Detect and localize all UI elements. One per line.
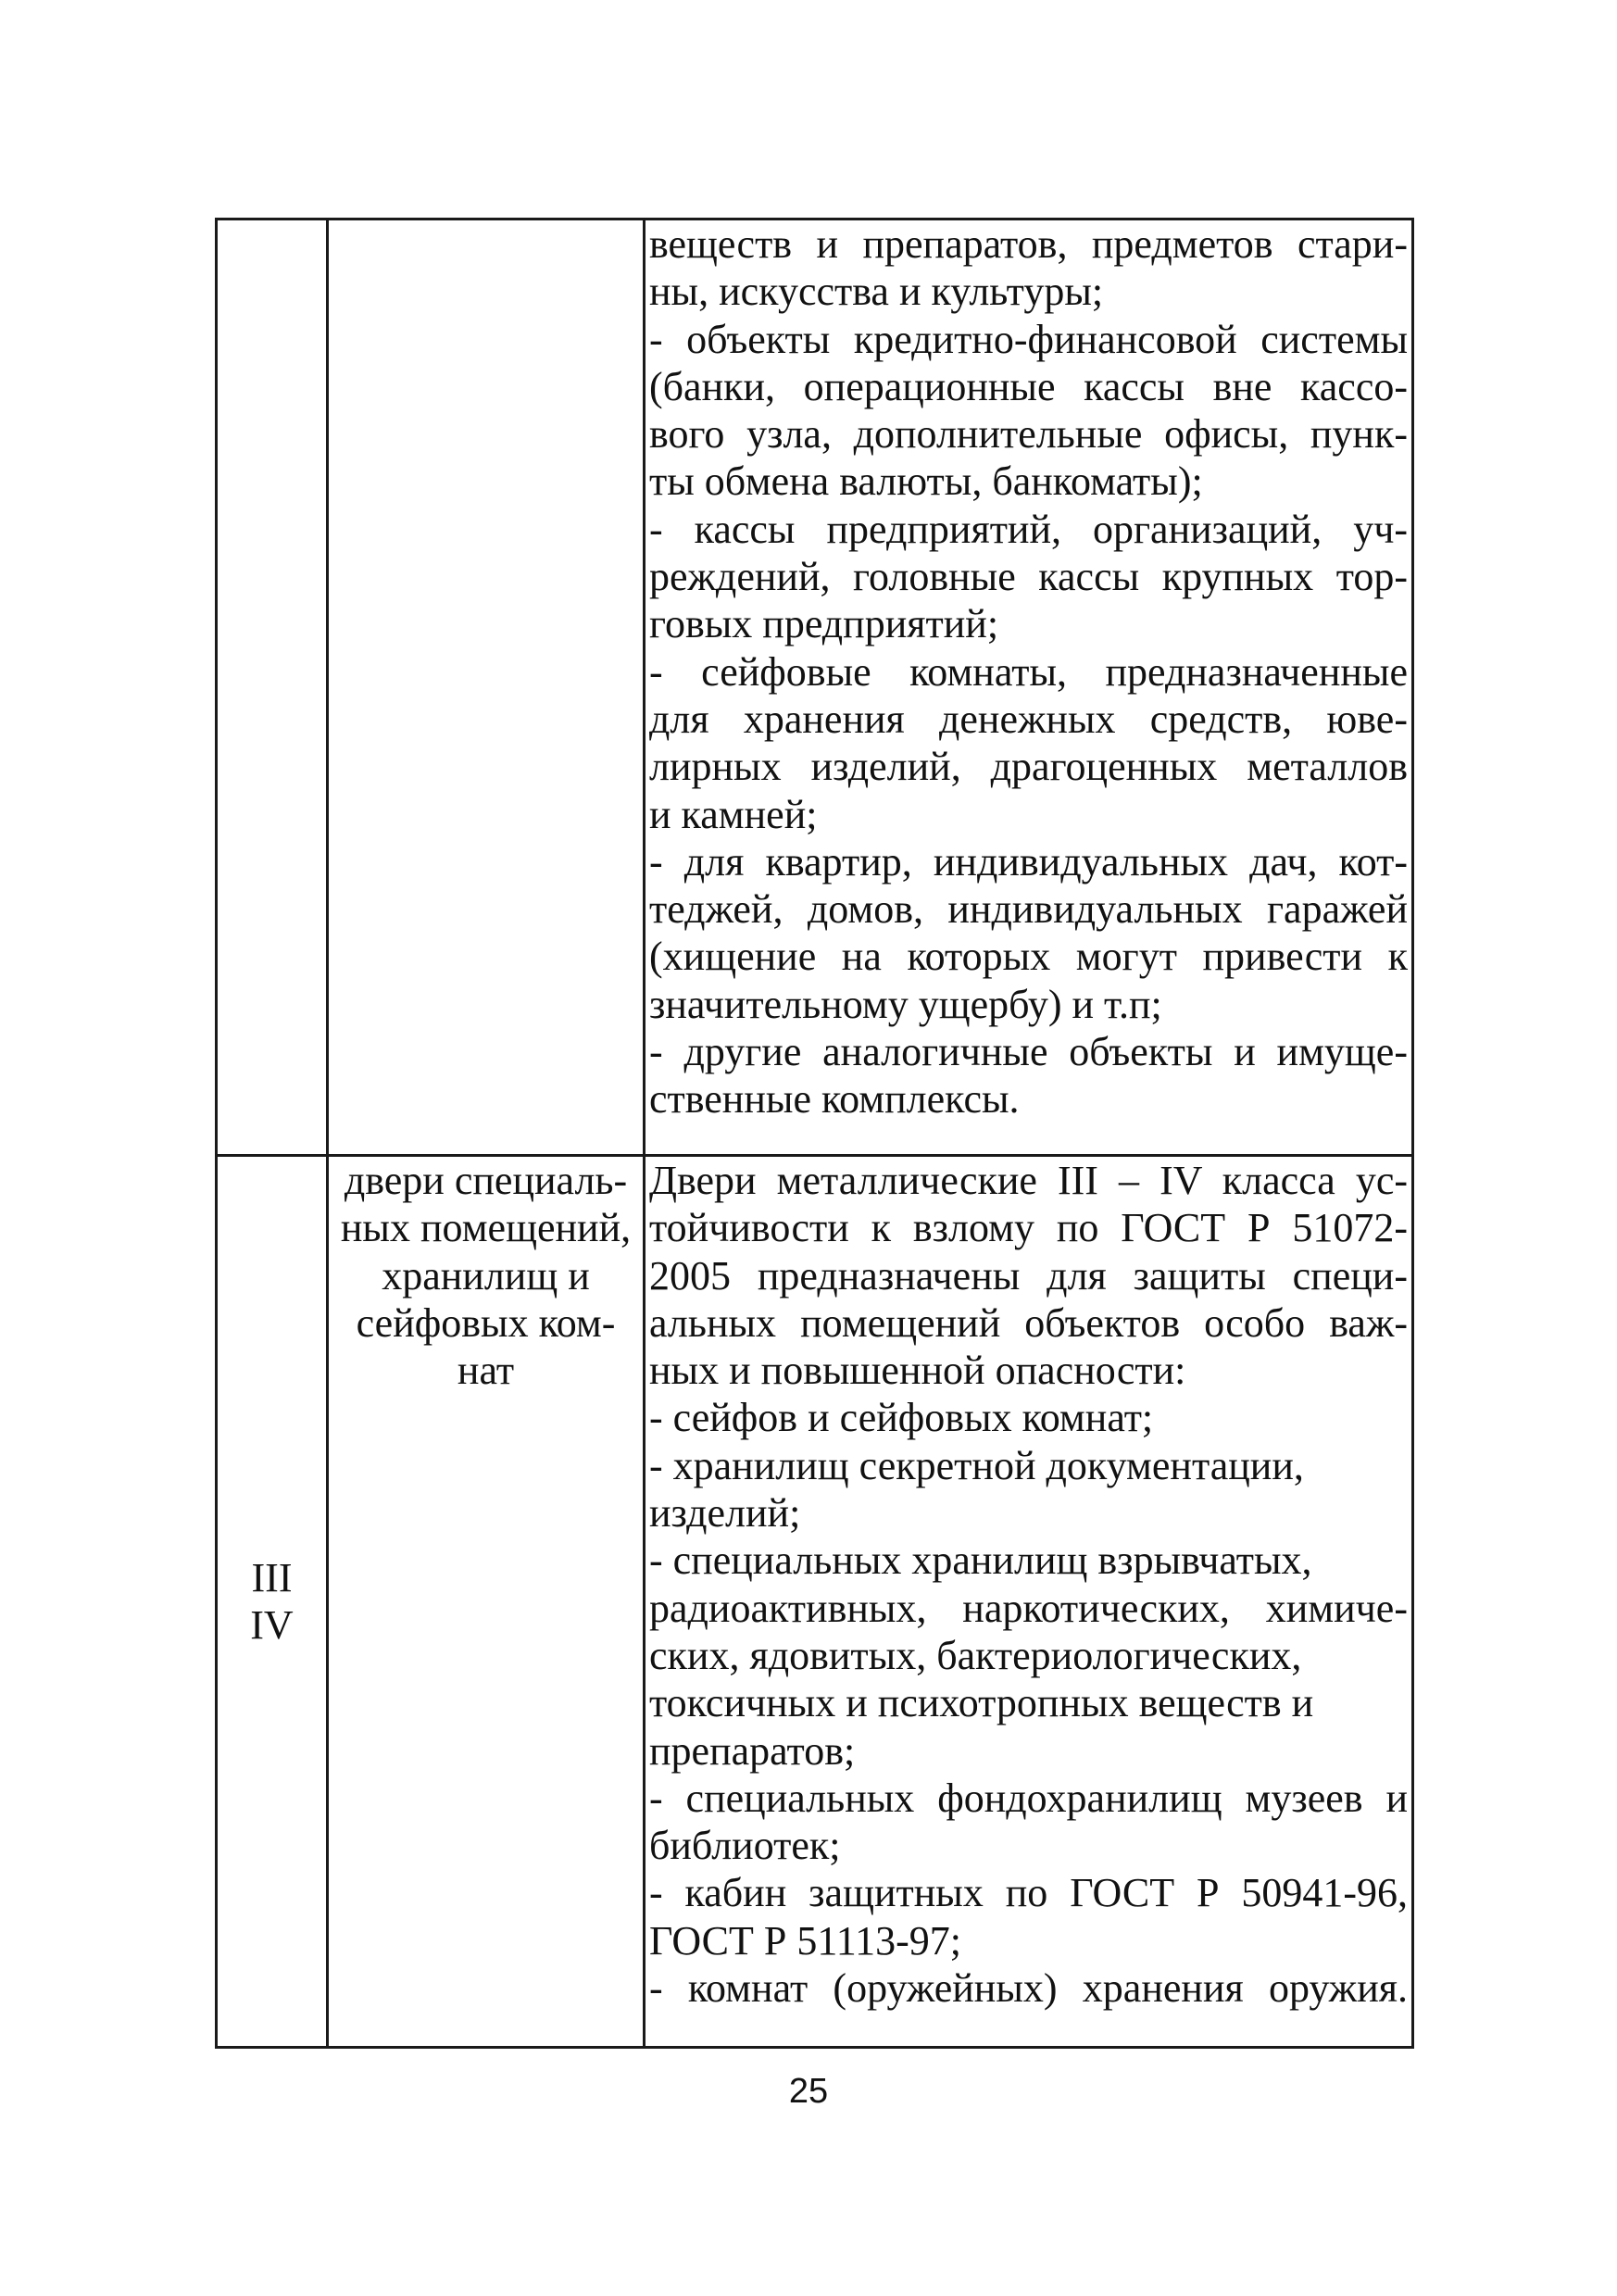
description-cell	[645, 1156, 1413, 2048]
class-label-line: III	[251, 1555, 293, 1600]
page-number: 25	[788, 2072, 829, 2111]
description-line: теджей, домов, индивидуальных гаражей	[649, 886, 1408, 933]
description-line: ты обмена валюты, банкоматы);	[649, 458, 1203, 505]
description-line: ны, искусства и культуры;	[649, 269, 1104, 315]
description-line: - специальных хранилищ взрывчатых,	[649, 1537, 1312, 1584]
description-line: - сейфовые комнаты, предназначенные	[649, 648, 1408, 695]
description-line: Двери металлические III – IV класса ус-	[649, 1158, 1408, 1203]
description-line: веществ и препаратов, предметов стари-	[649, 221, 1408, 267]
description-line: токсичных и психотропных веществ и	[649, 1680, 1314, 1726]
door-type-line: двери специаль-	[344, 1158, 628, 1203]
description-line: реждений, головные кассы крупных тор-	[649, 554, 1408, 600]
description-line: ственные комплексы.	[649, 1076, 1020, 1123]
door-type-line: ных помещений,	[340, 1205, 632, 1251]
description-line: тойчивости к взлому по ГОСТ Р 51072-	[649, 1205, 1408, 1251]
class-cell	[217, 1156, 328, 2048]
door-type-cell	[328, 1156, 645, 2048]
description-line: - хранилищ секретной документации,	[649, 1442, 1304, 1488]
description-line: альных помещений объектов особо важ-	[649, 1299, 1408, 1346]
description-line: 2005 предназначены для защиты специ-	[649, 1252, 1408, 1299]
description-line: значительному ущербу) и т.п;	[649, 981, 1162, 1027]
description-line: ГОСТ Р 51113-97;	[649, 1917, 961, 1964]
description-line: вого узла, дополнительные офисы, пунк-	[649, 411, 1408, 458]
description-line: лирных изделий, драгоценных металлов	[649, 744, 1408, 790]
description-line: - комнат (оружейных) хранения оружия.	[649, 1965, 1408, 2012]
description-line: (хищение на которых могут привести к	[649, 934, 1408, 980]
description-line: для хранения денежных средств, юве-	[649, 696, 1408, 742]
description-line: радиоактивных, наркотических, химиче-	[649, 1585, 1408, 1631]
table-row	[217, 220, 1413, 1156]
description-line: ских, ядовитых, бактериологических,	[649, 1632, 1302, 1678]
description-line: препаратов;	[649, 1727, 856, 1774]
door-type-line: хранилищ и	[382, 1252, 590, 1299]
description-line: - кассы предприятий, организаций, уч-	[649, 506, 1408, 552]
description-line: библиотек;	[649, 1823, 841, 1869]
table-row	[217, 1156, 1413, 2048]
description-line: - объекты кредитно-финансовой системы	[649, 316, 1408, 362]
description-line: (банки, операционные кассы вне кассо-	[649, 363, 1408, 409]
description-line: изделий;	[649, 1490, 801, 1537]
description-line: и камней;	[649, 791, 818, 837]
description-line: - сейфов и сейфовых комнат;	[649, 1395, 1154, 1441]
class-label-line: IV	[250, 1602, 294, 1648]
door-type-line: сейфовых ком-	[356, 1299, 616, 1346]
description-line: ных и повышенной опасности:	[649, 1348, 1186, 1394]
description-line: говых предприятий;	[649, 601, 999, 647]
door-type-line: нат	[457, 1348, 515, 1394]
door-classification-table	[215, 218, 1414, 2049]
description-line: - специальных фондохранилищ музеев и	[649, 1775, 1408, 1821]
description-line: - кабин защитных по ГОСТ Р 50941-96,	[649, 1870, 1408, 1916]
description-line: - для квартир, индивидуальных дач, кот-	[649, 838, 1408, 885]
description-line: - другие аналогичные объекты и имуще-	[649, 1029, 1408, 1075]
door-type-cell	[328, 220, 645, 1156]
class-cell	[217, 220, 328, 1156]
description-cell	[645, 220, 1413, 1156]
